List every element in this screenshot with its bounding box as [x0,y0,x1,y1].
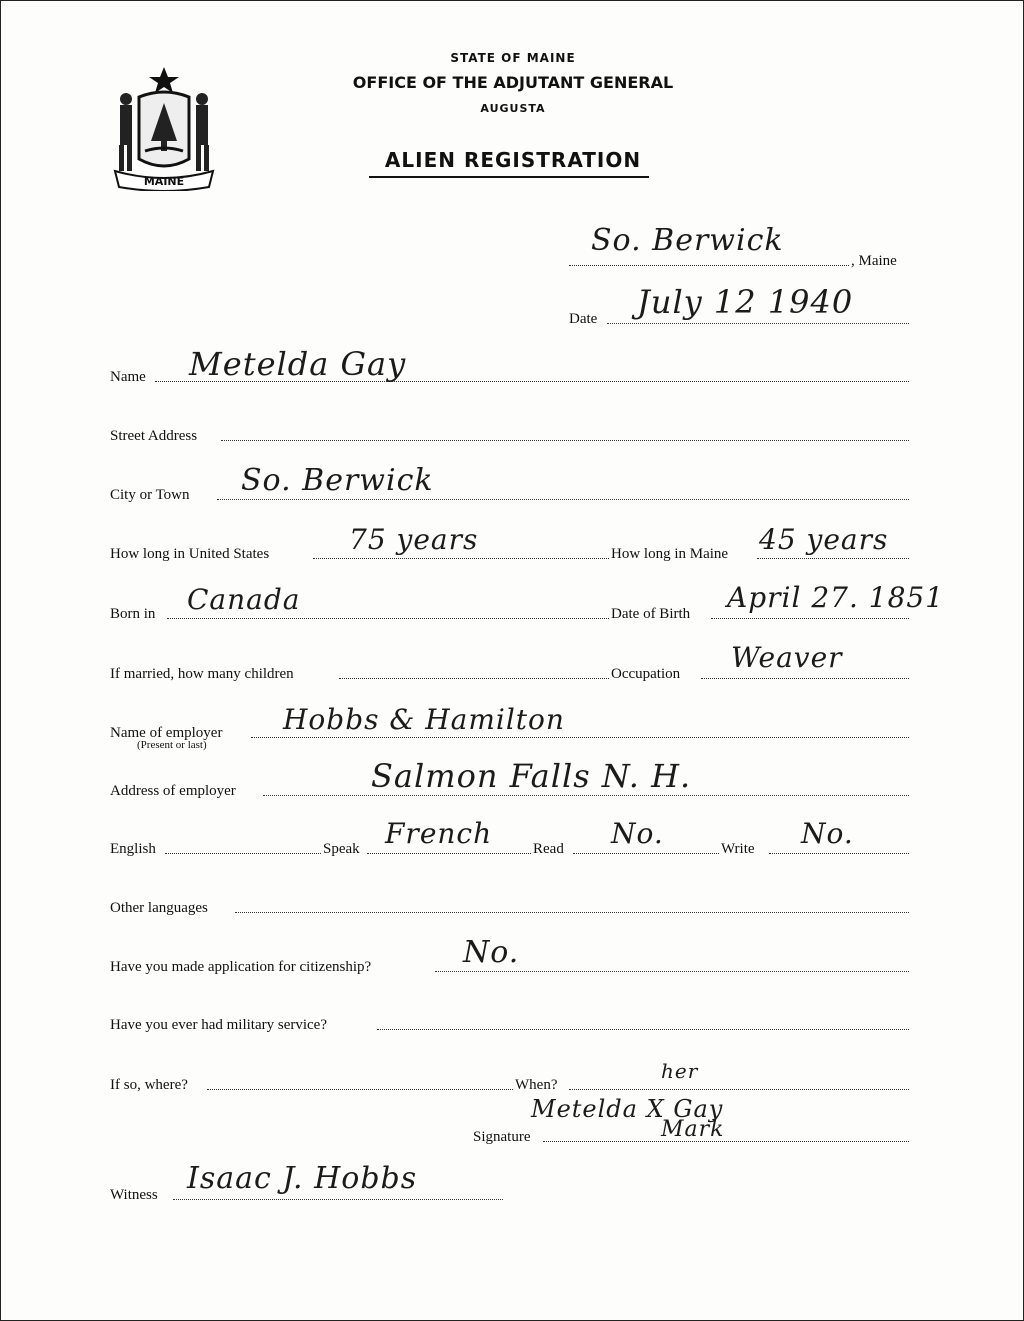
how-long-maine-line [757,558,909,559]
place-line [569,265,849,266]
occupation-label: Occupation [611,666,681,682]
read-value: No. [611,817,664,850]
street-line [221,440,909,441]
write-value: No. [801,817,854,850]
signature-mark: Mark [661,1117,725,1142]
seal-text: MAINE [143,175,185,188]
office-heading: OFFICE OF THE ADJUTANT GENERAL [352,73,674,92]
when-line [569,1089,909,1090]
name-label: Name [110,369,146,385]
city-label: City or Town [110,487,190,503]
form-title: ALIEN REGISTRATION [384,148,642,172]
speak-label: Speak [323,841,360,857]
read-line [573,853,719,854]
citizenship-line [435,971,909,972]
witness-line [173,1199,503,1200]
occupation-line [701,678,909,679]
place-suffix: , Maine [851,253,897,269]
military-line [377,1029,909,1030]
how-long-us-label: How long in United States [110,546,270,562]
english-line [165,853,321,854]
dob-line [711,618,909,619]
date-label: Date [569,311,598,327]
children-line [339,678,609,679]
employer-sublabel: (Present or last) [137,739,207,751]
employer-value: Hobbs & Hamilton [283,703,565,736]
write-line [769,853,909,854]
state-heading: STATE OF MAINE [450,51,576,65]
date-value: July 12 1940 [637,283,854,321]
city-value: So. Berwick [241,463,434,498]
how-long-us-line [313,558,609,559]
read-label: Read [533,841,564,857]
english-label: English [110,841,156,857]
how-long-maine-label: How long in Maine [611,546,729,562]
where-line [207,1089,513,1090]
street-label: Street Address [110,428,198,444]
military-label: Have you ever had military service? [110,1017,327,1033]
other-languages-line [235,912,909,913]
citizenship-value: No. [463,935,520,970]
city-line [217,499,909,500]
children-label: If married, how many children [110,666,294,682]
speak-line [367,853,531,854]
speak-value: French [385,817,493,850]
where-label: If so, where? [110,1077,188,1093]
witness-label: Witness [110,1187,158,1203]
employer-address-label: Address of employer [110,783,236,799]
employer-label: Name of employer [110,725,223,741]
employer-address-value: Salmon Falls N. H. [371,757,692,795]
signature-value: Metelda X Gay [531,1095,724,1123]
citizenship-label: Have you made application for citizenship? [110,959,372,975]
when-label: When? [515,1077,558,1093]
witness-value: Isaac J. Hobbs [187,1161,418,1196]
title-underline [369,176,649,178]
born-in-line [167,618,609,619]
born-in-label: Born in [110,606,156,622]
born-in-value: Canada [187,583,301,616]
how-long-us-value: 75 years [349,523,479,556]
other-languages-label: Other languages [110,900,208,916]
signature-line [543,1141,909,1142]
dob-value: April 27. 1851 [727,581,945,614]
employer-line [251,737,909,738]
how-long-maine-value: 45 years [759,523,889,556]
place-value: So. Berwick [591,223,784,258]
when-value: her [661,1059,699,1083]
employer-address-line [263,795,909,796]
name-value: Metelda Gay [189,345,407,383]
signature-label: Signature [473,1129,531,1145]
city-heading: AUGUSTA [480,102,546,115]
dob-label: Date of Birth [611,606,691,622]
occupation-value: Weaver [731,641,843,674]
date-line [607,323,909,324]
write-label: Write [721,841,755,857]
